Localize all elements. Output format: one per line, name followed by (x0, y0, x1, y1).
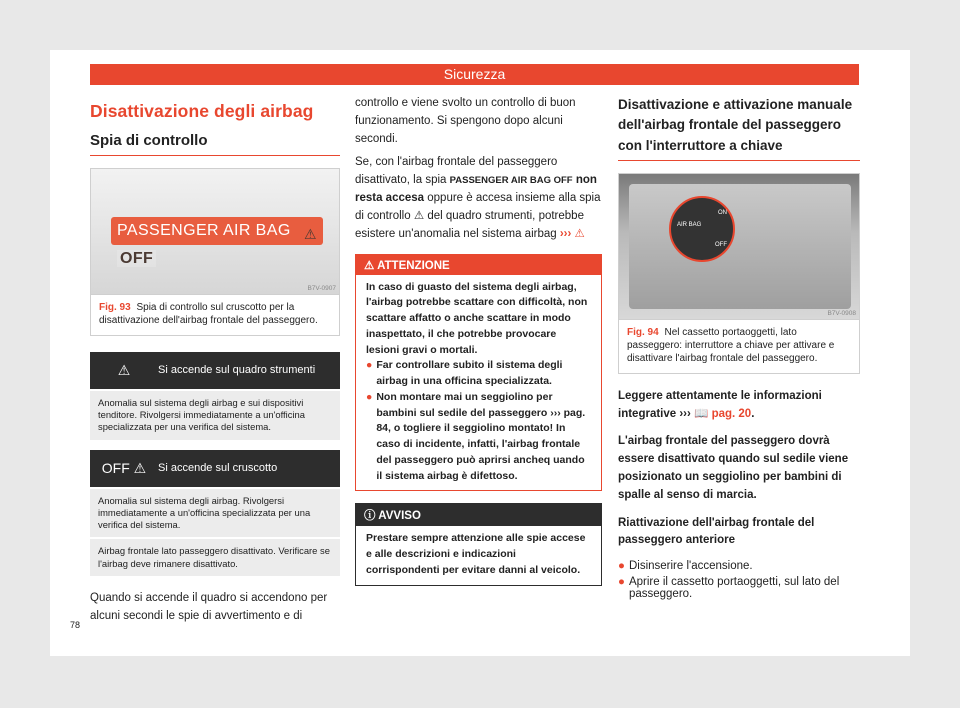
warning-box (355, 254, 602, 492)
page-number: 78 (70, 620, 81, 630)
info-icon: ⓘ (364, 510, 379, 523)
section-title: Disattivazione e attivazione manuale dell'airbag frontale del passeggero con l'interruttore a chiave (618, 95, 860, 161)
table-cell: Anomalia sul sistema degli airbag e sui dispositivi tenditore. Rivolgersi immediatamente a un'officina specializzata per una verifica del sistema. (90, 391, 340, 440)
column-middle (355, 95, 602, 586)
airbag-seat-icon: ⚠ (117, 362, 131, 378)
table-header (90, 352, 340, 389)
off-airbag-icon: OFF ⚠ (101, 459, 147, 476)
column-right (618, 95, 860, 600)
body-paragraph: Riattivazione dell'airbag frontale del passeggero anteriore (618, 516, 815, 547)
panel-text: PASSENGER AIR BAG (117, 222, 291, 239)
glovebox (629, 184, 851, 309)
figure-caption (91, 295, 339, 335)
panel-off: OFF (117, 250, 156, 267)
page-title: Disattivazione degli airbag (90, 101, 314, 121)
figure-94 (618, 173, 860, 374)
passenger-airbag-panel (111, 217, 323, 267)
body-paragraph: Se, con l'airbag frontale del passeggero disattivato, la spia PASSENGER AIR BAG OFF non resta accesa oppure è accesa insieme alla spia di controllo ⚠ del quadro strumenti, potrebbe esistere un'anomalia nel sistema airbag ››› ⚠ (355, 156, 601, 240)
key-switch-zoom: AIR BAG ON OFF (669, 196, 735, 262)
airbag-seat-icon: ⚠ (304, 226, 317, 242)
warning-triangle-icon: ⚠ (364, 259, 378, 272)
figure-number: Fig. 94 (627, 326, 659, 338)
table-header-label: Si accende sul cruscotto (158, 461, 278, 474)
warning-body: In caso di guasto del sistema degli airbag, l'airbag potrebbe scattare con difficoltà, non scattare affatto o anche scattare in modo inaspettato, il che potrebbe provocare lesioni gravi o mortali. ● Far controllare subito il sistema degli airbag in una officina specializzata. ● Non montare mai un seggiolino per bambini sul sedile del passeggero ››› pag. 84, o togliere il seggiolino montato! In caso di incidente, infatti, l'airbag frontale del passeggero può aprirsi ancheq uando il sistema airbag è difettoso. (356, 275, 601, 491)
table-cell: Anomalia sul sistema degli airbag. Rivolgersi immediatamente a un'officina specializzata per una verifica del sistema. (90, 489, 340, 538)
warning-triangle-icon: ⚠ (574, 227, 585, 240)
figure-93 (90, 168, 340, 336)
section-header: Sicurezza (90, 64, 859, 85)
caption-text: Nel cassetto portaoggetti, lato passeggero: interruttore a chiave per attivare e disattivare l'airbag frontale del passeggero. (627, 326, 835, 364)
body-paragraph: controllo e viene svolto un controllo di buon funzionamento. Si spengono dopo alcuni secondi. (355, 97, 576, 145)
figure-number: Fig. 93 (99, 302, 131, 313)
warning-title: ⚠ ATTENZIONE (356, 255, 601, 275)
cross-ref-arrow: ››› (559, 227, 572, 240)
table-cell: Airbag frontale lato passeggero disattivato. Verificare se l'airbag deve rimanere disattivato. (90, 539, 340, 575)
figure-code: B7V-0908 (827, 309, 856, 317)
column-left (90, 95, 340, 631)
list-item: ● Disinserire l'accensione. (618, 560, 753, 573)
notice-body: Prestare sempre attenzione alle spie accese e alle descrizioni e indicazioni corrispondenti per evitare danni al veicolo. (366, 532, 586, 576)
book-icon: 📖 (694, 407, 709, 420)
caption-text: Spia di controllo sul cruscotto per la disattivazione dell'airbag frontale del passeggero. (99, 302, 318, 326)
table-header-label: Si accende sul quadro strumenti (158, 363, 316, 376)
section-subtitle: Spia di controllo (90, 132, 340, 156)
body-paragraph: L'airbag frontale del passeggero dovrà essere disattivato quando sul sedile viene posizionato un seggiolino per bambini di spalle al senso di marcia. (618, 435, 849, 501)
table-header (90, 450, 340, 487)
airbag-seat-icon: ⚠ (413, 209, 425, 222)
body-paragraph: Leggere attentamente le informazioni integrative ››› 📖 pag. 20. (618, 389, 822, 420)
figure-caption (619, 320, 859, 373)
notice-title: ⓘ AVVISO (356, 504, 601, 526)
figure-94-image (619, 174, 859, 320)
list-item: ● Aprire il cassetto portaoggetti, sul lato del passeggero. (618, 576, 840, 601)
notice-box (355, 503, 602, 585)
warning-bullet: ● Far controllare subito il sistema degli airbag in una officina specializzata. (366, 359, 563, 387)
page-ref-link[interactable]: pag. 20 (711, 407, 752, 420)
body-paragraph: Quando si accende il quadro si accendono per alcuni secondi le spie di avvertimento e di (90, 591, 328, 622)
warning-lights-table (90, 352, 340, 576)
figure-93-image (91, 169, 339, 295)
passenger-airbag-off-icon: PASSENGER AIR BAG OFF (449, 175, 573, 187)
warning-bullet: ● Non montare mai un seggiolino per bambini sul sedile del passeggero ››› pag. 84, o togliere il seggiolino montato! In caso di incidente, infatti, l'airbag frontale del passeggero può aprirsi ancheq uando il sistema airbag è difettoso. (366, 390, 586, 482)
figure-code: B7V-0907 (307, 285, 336, 292)
